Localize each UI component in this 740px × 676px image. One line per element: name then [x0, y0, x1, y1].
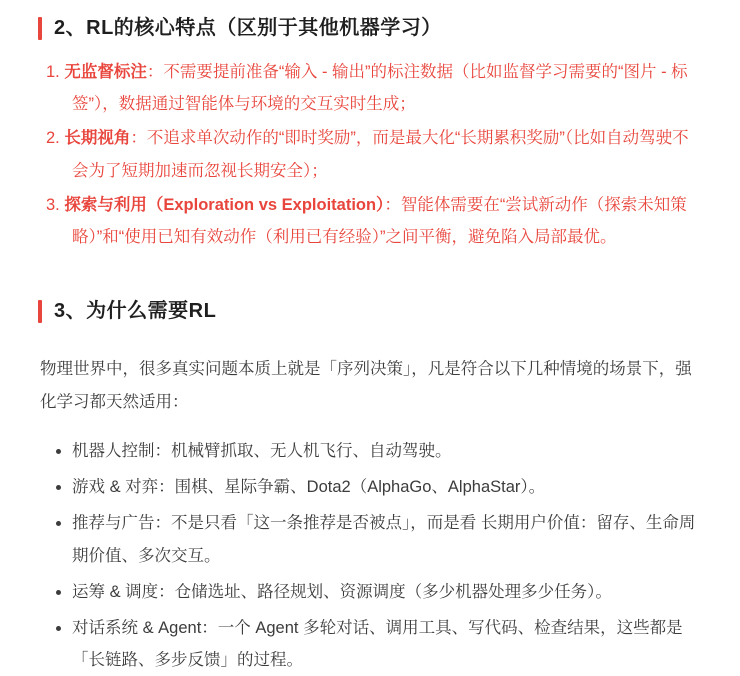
intro-paragraph: 物理世界中，很多真实问题本质上就是「序列决策」，凡是符合以下几种情境的场景下，强化学习都天然适用：: [40, 360, 692, 412]
list-item: 机器人控制：机械臂抓取、无人机飞行、自动驾驶。: [56, 435, 700, 467]
list-item-marker: 3.: [46, 195, 65, 214]
section-heading-text: 3、为什么需要RL: [54, 300, 217, 323]
list-item-key: 无监督标注: [64, 63, 147, 81]
section-heading-why-rl: [38, 297, 700, 325]
list-item-key: 长期视角: [64, 129, 131, 148]
list-item-body: ：智能体需要在“尝试新动作（探索未知策略）”和“使用已知有效动作（利用已有经验）”之间平衡，避免陷入局部最优。: [72, 195, 687, 246]
list-item-body: ：不追求单次动作的“即时奖励”，而是最大化“长期累积奖励”（比如自动驾驶不会为了短期加速而忽视长期安全）；: [72, 129, 689, 180]
list-item-marker: 1.: [46, 63, 65, 81]
heading-accent-bar: [38, 300, 42, 323]
paragraph-spacer: [38, 339, 700, 353]
section-heading-core-features: [38, 14, 700, 42]
list-item: 游戏 & 对弈：围棋、星际争霸、Dota2（AlphaGo、AlphaStar）。: [56, 471, 700, 503]
list-item-body: ：不需要提前准备“输入 - 输出”的标注数据（比如监督学习需要的“图片 - 标签”），数据通过智能体与环境的交互实时生成；: [72, 63, 688, 114]
list-item: [46, 56, 700, 120]
list-item: 运筹 & 调度：仓储选址、路径规划、资源调度（多少机器处理多少任务）。: [56, 576, 700, 608]
heading-accent-bar: [38, 17, 42, 40]
list-item: 对话系统 & Agent：一个 Agent 多轮对话、调用工具、写代码、检查结果，这些都是 「长链路、多步反馈」的过程。: [56, 612, 700, 676]
section-spacer: [38, 263, 700, 289]
list-item-key: 探索与利用（Exploration vs Exploitation）: [64, 195, 385, 214]
section-heading-text: 2、RL的核心特点（区别于其他机器学习）: [54, 17, 442, 39]
list-item: [46, 122, 700, 186]
list-item: [46, 189, 700, 253]
use-case-list: [38, 435, 700, 676]
core-features-list: [38, 56, 700, 253]
list-item: 推荐与广告：不是只看「这一条推荐是否被点」，而是看 长期用户价值：留存、生命周期价值、多次交互。: [56, 507, 700, 571]
list-item-marker: 2.: [46, 129, 65, 148]
